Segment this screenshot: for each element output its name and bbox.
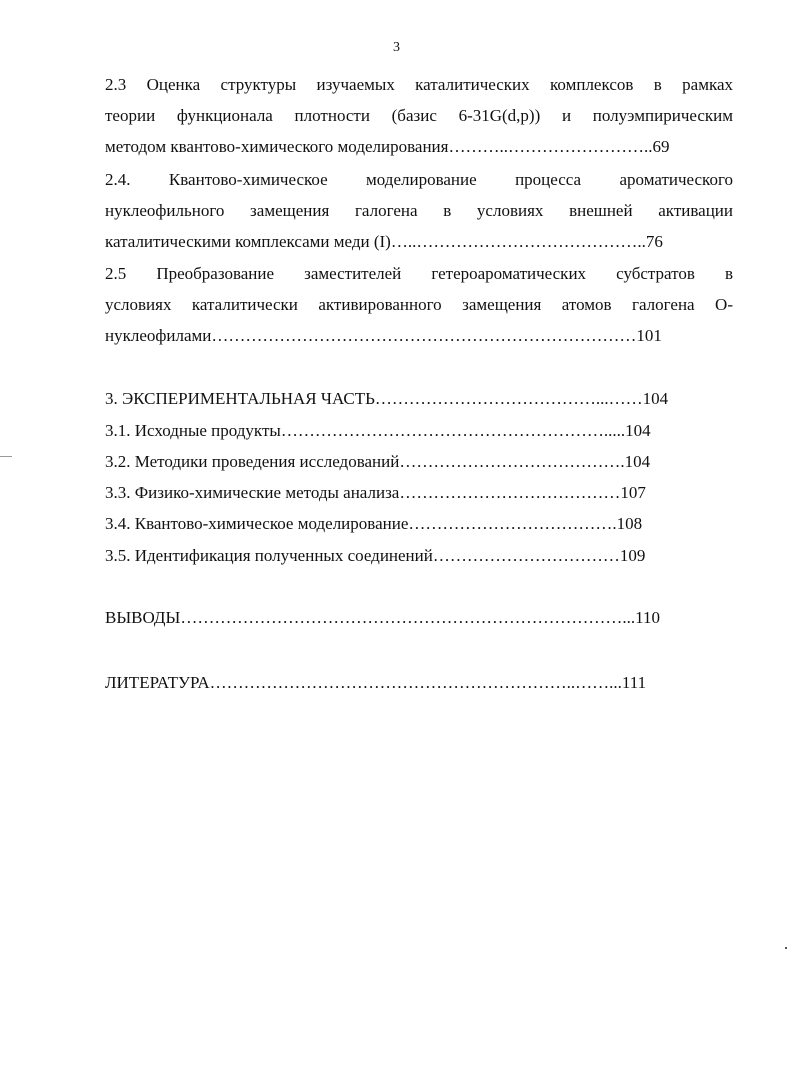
toc-entry-2-3-line-3: методом квантово-химического моделирования………..……………………..69 xyxy=(105,137,670,156)
toc-entry-2-3-line-1: 2.3 Оценка структуры изучаемых каталитических комплексов в рамках xyxy=(105,75,733,94)
toc-entry-2-3-line-2: теории функционала плотности (базис 6-31G(d,p)) и полуэмпирическим xyxy=(105,106,733,125)
toc-entry-3-4: 3.4. Квантово-химическое моделирование……………………………….108 xyxy=(105,514,643,533)
scan-speck xyxy=(785,947,787,949)
scan-margin-mark xyxy=(0,456,12,457)
toc-entry-3: 3. ЭКСПЕРИМЕНТАЛЬНАЯ ЧАСТЬ…………………………………...……104 xyxy=(105,389,669,408)
toc-entry-3-5: 3.5. Идентификация полученных соединений……………………………109 xyxy=(105,546,646,565)
toc-entry-2-5-line-3: нуклеофилами…………………………………………………………………101 xyxy=(105,326,662,345)
toc-entry-2-5-line-2: условиях каталитически активированного замещения атомов галогена O- xyxy=(105,295,733,314)
page-number: 3 xyxy=(393,40,400,55)
toc-entry-3-1: 3.1. Исходные продукты………………………………………………….....104 xyxy=(105,421,651,440)
toc-entry-conclusions: ВЫВОДЫ……………………………………………………………………...110 xyxy=(105,608,660,627)
toc-entry-2-4-line-3: каталитическими комплексами меди (I)…..…………………………………..76 xyxy=(105,232,663,251)
toc-entry-2-4-line-2: нуклеофильного замещения галогена в условиях внешней активации xyxy=(105,201,733,220)
toc-entry-3-2: 3.2. Методики проведения исследований………………………………….104 xyxy=(105,452,651,471)
toc-entry-3-3: 3.3. Физико-химические методы анализа…………………………………107 xyxy=(105,483,646,502)
toc-entry-2-4-line-1: 2.4. Квантово-химическое моделирование процесса ароматического xyxy=(105,170,733,189)
toc-entry-references: ЛИТЕРАТУРА………………………………………………………..……...111 xyxy=(105,673,647,692)
toc-entry-2-5-line-1: 2.5 Преобразование заместителей гетероароматических субстратов в xyxy=(105,264,733,283)
